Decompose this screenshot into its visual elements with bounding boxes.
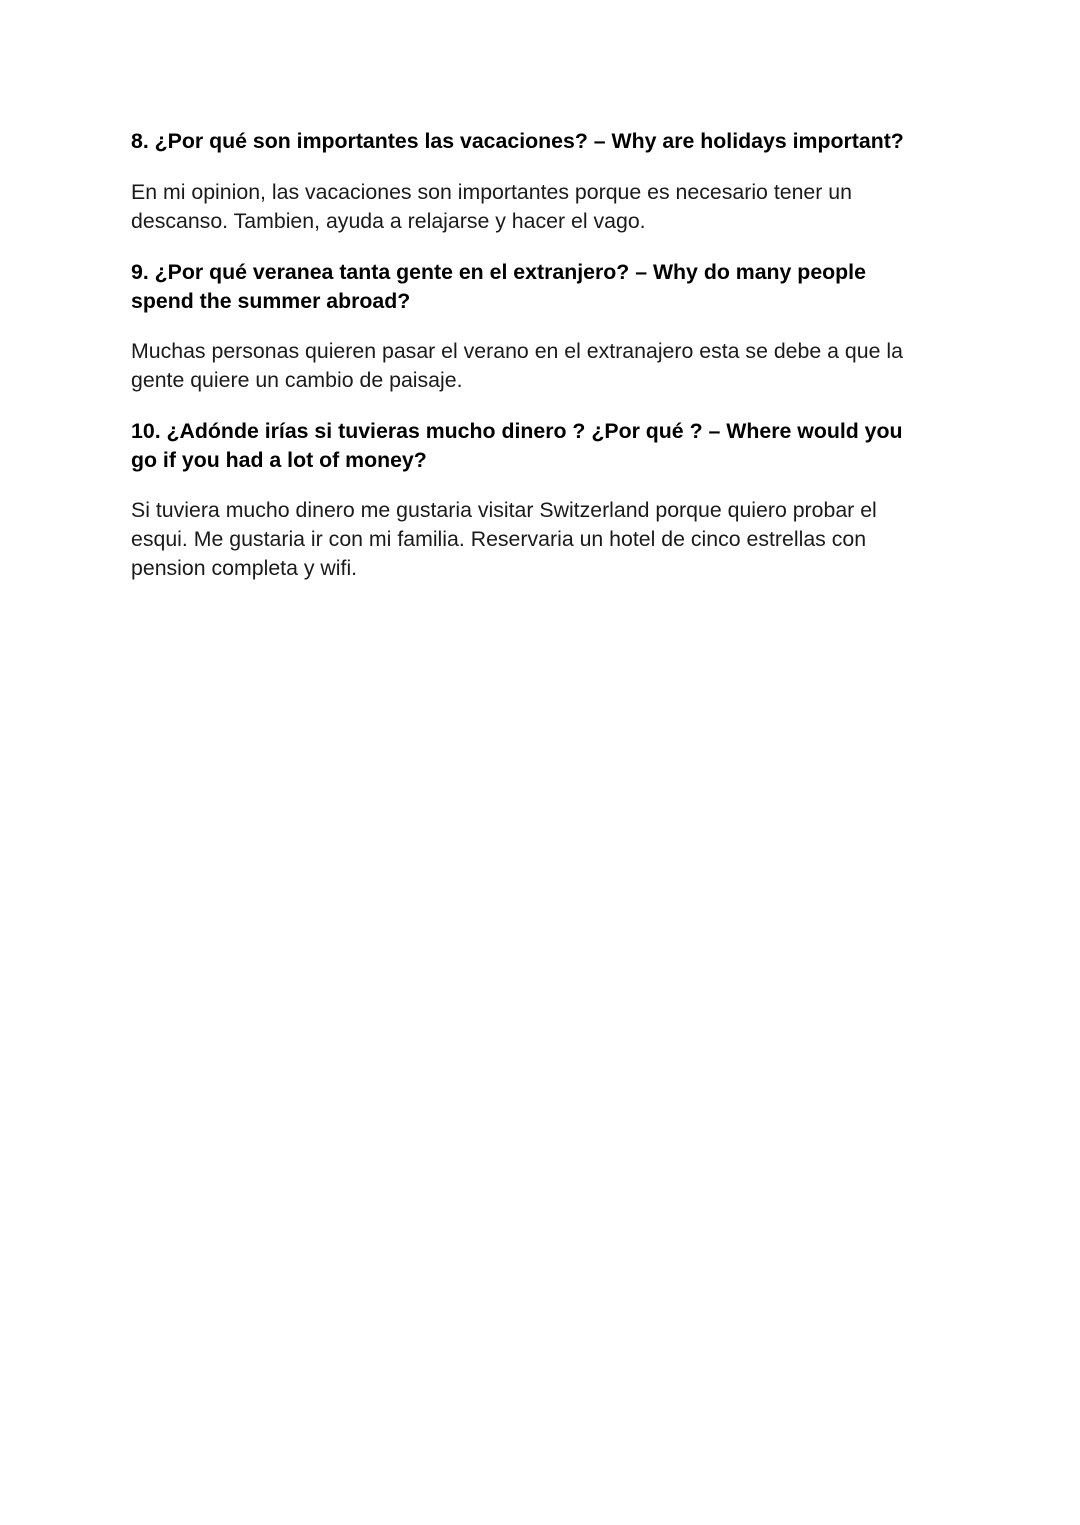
answer-10-line-2: esqui. Me gustaria ir con mi familia. Reservaria un hotel de cinco estrellas con (131, 527, 867, 551)
answer-10 (131, 496, 941, 583)
answer-10-line-1: Si tuviera mucho dinero me gustaria visitar Switzerland porque quiero probar el (131, 498, 877, 522)
question-10 (131, 417, 941, 475)
question-10-line-1: 10. ¿Adónde irías si tuvieras mucho dinero ? ¿Por qué ? – Where would you (131, 419, 903, 443)
question-9 (131, 258, 941, 316)
question-10-line-2: go if you had a lot of money? (131, 448, 427, 472)
answer-9-line-2: gente quiere un cambio de paisaje. (131, 368, 463, 392)
answer-8 (131, 178, 941, 236)
question-9-line-1: 9. ¿Por qué veranea tanta gente en el extranjero? – Why do many people (131, 260, 866, 284)
question-9-line-2: spend the summer abroad? (131, 289, 411, 313)
answer-9-line-1: Muchas personas quieren pasar el verano en el extranajero esta se debe a que la (131, 339, 903, 363)
answer-8-line-2: descanso. Tambien, ayuda a relajarse y hacer el vago. (131, 209, 646, 233)
question-8 (131, 127, 941, 156)
answer-10-line-3: pension completa y wifi. (131, 556, 358, 580)
question-8-line-1: 8. ¿Por qué son importantes las vacaciones? – Why are holidays important? (131, 129, 904, 153)
answer-8-line-1: En mi opinion, las vacaciones son importantes porque es necesario tener un (131, 180, 852, 204)
answer-9 (131, 337, 941, 395)
